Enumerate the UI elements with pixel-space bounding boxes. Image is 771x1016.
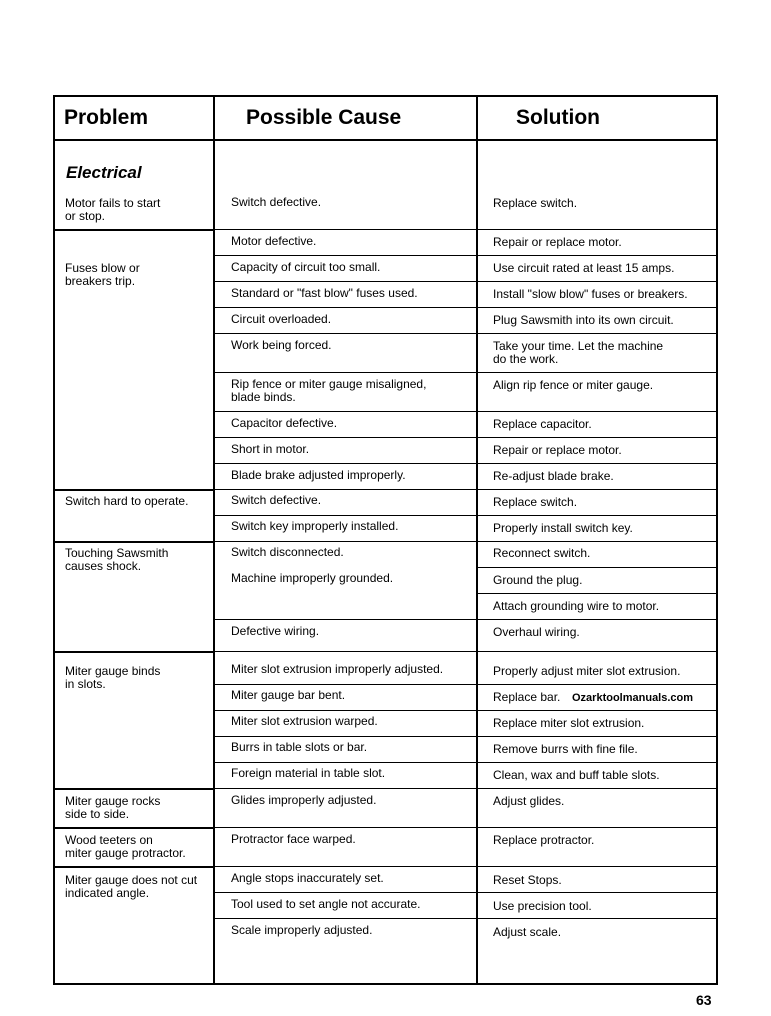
row-divider (215, 827, 476, 828)
cause-cell: Scale improperly adjusted. (231, 923, 373, 937)
row-divider (478, 827, 716, 828)
cause-cell: Blade brake adjusted improperly. (231, 468, 406, 482)
solution-cell: Properly adjust miter slot extrusion. (493, 664, 681, 678)
solution-cell: Align rip fence or miter gauge. (493, 378, 654, 392)
cause-cell: Switch key improperly installed. (231, 519, 399, 533)
row-divider (55, 541, 213, 543)
problem-cell: Wood teeters on miter gauge protractor. (65, 833, 186, 860)
problem-cell: Miter gauge rocks side to side. (65, 794, 161, 821)
header-problem: Problem (64, 106, 149, 129)
cause-cell: Foreign material in table slot. (231, 766, 386, 780)
table-top-border (53, 95, 718, 97)
row-divider (478, 255, 716, 256)
cause-cell: Protractor face warped. (231, 832, 356, 846)
cause-cell: Burrs in table slots or bar. (231, 740, 368, 754)
solution-cell: Clean, wax and buff table slots. (493, 768, 660, 782)
cause-cell: Rip fence or miter gauge misaligned, blade binds. (231, 377, 427, 404)
row-divider (215, 541, 476, 542)
watermark: Ozarktoolmanuals.com (572, 692, 694, 704)
row-divider (478, 411, 716, 412)
row-divider (215, 788, 476, 789)
row-divider (215, 463, 476, 464)
problem-cell: Miter gauge binds in slots. (65, 664, 161, 691)
row-divider (215, 918, 476, 919)
row-divider (215, 333, 476, 334)
solution-cell: Use circuit rated at least 15 amps. (493, 261, 675, 275)
cause-cell: Defective wiring. (231, 624, 320, 638)
cause-cell: Short in motor. (231, 442, 310, 456)
row-divider (215, 307, 476, 308)
row-divider (215, 411, 476, 412)
solution-cell: Overhaul wiring. (493, 625, 580, 639)
header-possible-cause: Possible Cause (246, 106, 402, 129)
row-divider (55, 489, 213, 491)
solution-cell: Take your time. Let the machine do the work. (493, 339, 664, 366)
row-divider (55, 229, 213, 231)
cause-cell: Switch defective. (231, 195, 322, 209)
row-divider (215, 762, 476, 763)
cause-cell: Capacity of circuit too small. (231, 260, 381, 274)
row-divider (215, 437, 476, 438)
header-solution: Solution (516, 106, 600, 129)
cause-cell: Miter slot extrusion improperly adjusted. (231, 662, 444, 676)
solution-cell: Repair or replace motor. (493, 235, 622, 249)
row-divider (478, 515, 716, 516)
row-divider (55, 827, 213, 829)
header-divider (53, 139, 718, 141)
solution-cell: Adjust glides. (493, 794, 565, 808)
row-divider (478, 918, 716, 919)
cause-cell: Switch disconnected. (231, 545, 344, 559)
row-divider (215, 651, 476, 652)
row-divider (478, 229, 716, 230)
row-divider (478, 892, 716, 893)
row-divider (478, 866, 716, 867)
cause-cell: Miter gauge bar bent. (231, 688, 346, 702)
row-divider (478, 593, 716, 594)
solution-cell: Replace switch. (493, 196, 578, 210)
problem-cell: Miter gauge does not cut indicated angle. (65, 873, 198, 900)
cause-cell: Work being forced. (231, 338, 332, 352)
cause-cell: Circuit overloaded. (231, 312, 332, 326)
row-divider (478, 437, 716, 438)
solution-cell: Install "slow blow" fuses or breakers. (493, 287, 688, 301)
row-divider (478, 710, 716, 711)
solution-cell: Replace bar. (493, 690, 561, 704)
cause-cell: Motor defective. (231, 234, 317, 248)
cause-cell: Miter slot extrusion warped. (231, 714, 378, 728)
row-divider (478, 333, 716, 334)
solution-cell: Replace switch. (493, 495, 578, 509)
row-divider (478, 651, 716, 652)
problem-cell: Fuses blow or breakers trip. (65, 261, 140, 288)
solution-cell: Reconnect switch. (493, 546, 591, 560)
row-divider (215, 372, 476, 373)
row-divider (215, 515, 476, 516)
cause-cell: Switch defective. (231, 493, 322, 507)
solution-cell: Adjust scale. (493, 925, 562, 939)
problem-cell: Touching Sawsmith causes shock. (65, 546, 169, 573)
row-divider (478, 489, 716, 490)
page-number: 63 (696, 992, 712, 1008)
cause-cell: Machine improperly grounded. (231, 571, 394, 585)
row-divider (478, 567, 716, 568)
table-right-border (716, 95, 718, 985)
row-divider (215, 489, 476, 490)
row-divider (478, 619, 716, 620)
solution-cell: Repair or replace motor. (493, 443, 622, 457)
solution-cell: Plug Sawsmith into its own circuit. (493, 313, 674, 327)
row-divider (215, 619, 476, 620)
table-bottom-border (53, 983, 718, 985)
solution-cell: Replace miter slot extrusion. (493, 716, 645, 730)
row-divider (478, 736, 716, 737)
row-divider (215, 892, 476, 893)
row-divider (55, 788, 213, 790)
row-divider (215, 255, 476, 256)
solution-cell: Replace capacitor. (493, 417, 592, 431)
row-divider (478, 762, 716, 763)
row-divider (478, 281, 716, 282)
row-divider (478, 372, 716, 373)
row-divider (215, 736, 476, 737)
row-divider (478, 684, 716, 685)
row-divider (478, 788, 716, 789)
row-divider (215, 684, 476, 685)
cause-cell: Glides improperly adjusted. (231, 793, 377, 807)
solution-cell: Properly install switch key. (493, 521, 633, 535)
row-divider (478, 541, 716, 542)
cause-cell: Angle stops inaccurately set. (231, 871, 384, 885)
row-divider (55, 866, 213, 868)
cause-cell: Standard or "fast blow" fuses used. (231, 286, 418, 300)
section-title-electrical: Electrical (66, 163, 142, 182)
solution-cell: Replace protractor. (493, 833, 595, 847)
solution-cell: Ground the plug. (493, 573, 583, 587)
problem-cell: Switch hard to operate. (65, 494, 189, 508)
row-divider (215, 229, 476, 230)
solution-cell: Attach grounding wire to motor. (493, 599, 660, 613)
row-divider (55, 651, 213, 653)
cause-cell: Tool used to set angle not accurate. (231, 897, 421, 911)
problem-cell: Motor fails to start or stop. (65, 196, 161, 223)
solution-cell: Reset Stops. (493, 873, 562, 887)
cause-cell: Capacitor defective. (231, 416, 338, 430)
row-divider (215, 710, 476, 711)
solution-cell: Remove burrs with fine file. (493, 742, 638, 756)
row-divider (215, 866, 476, 867)
row-divider (215, 281, 476, 282)
solution-cell: Re-adjust blade brake. (493, 469, 614, 483)
solution-cell: Use precision tool. (493, 899, 592, 913)
row-divider (478, 307, 716, 308)
row-divider (478, 463, 716, 464)
